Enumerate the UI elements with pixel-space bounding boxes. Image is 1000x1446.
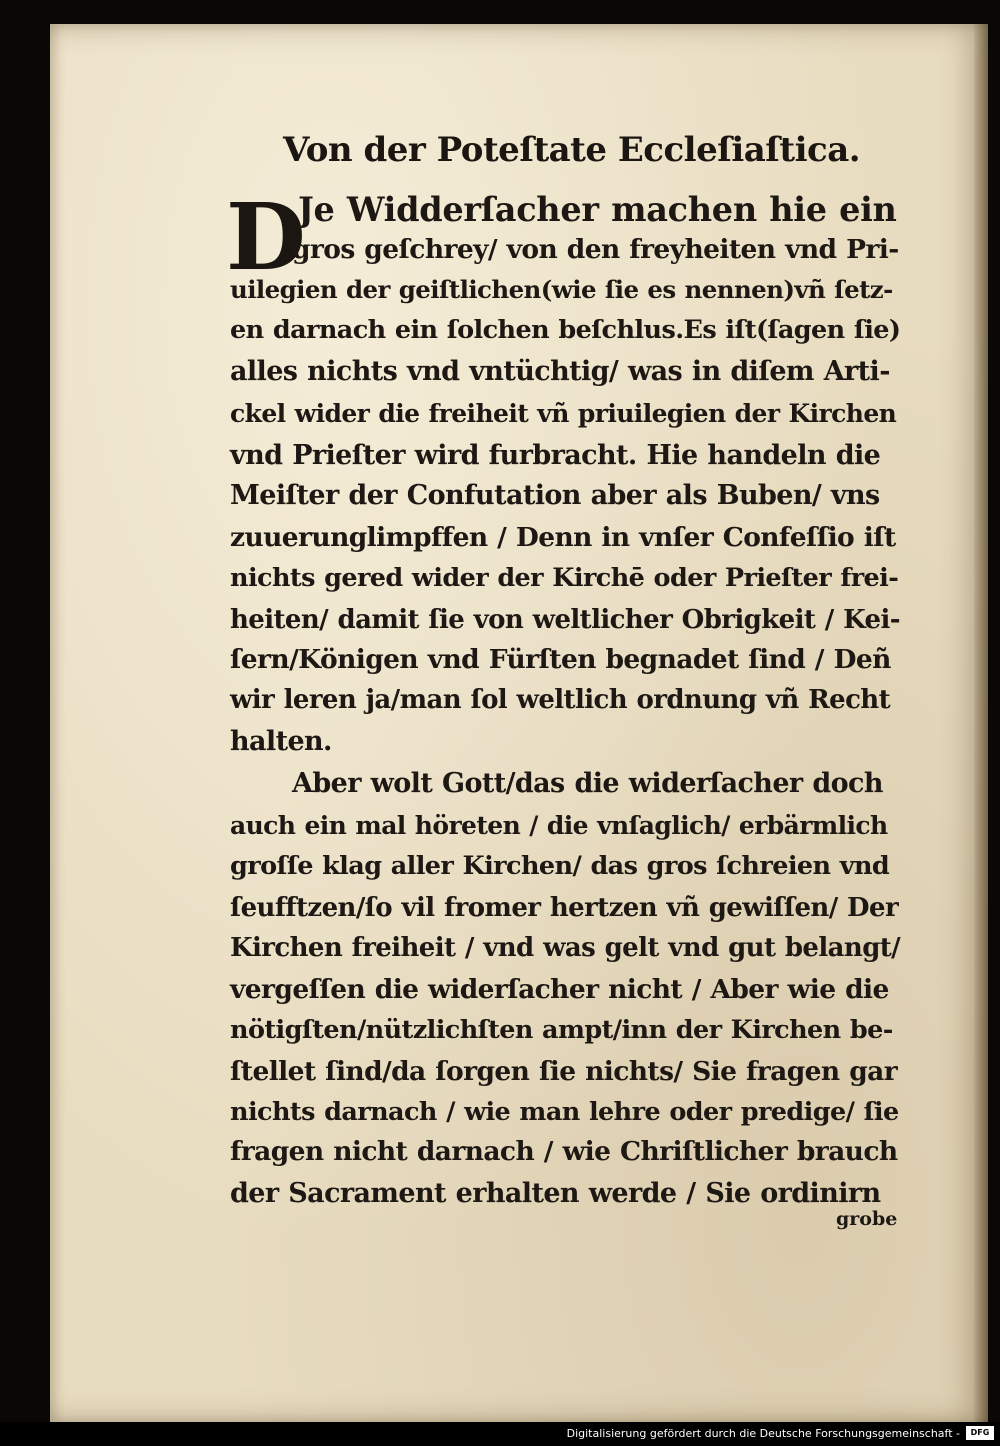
text-line: Je Widderſacher machen hie ein bbox=[298, 190, 897, 229]
catchword: grobe bbox=[836, 1208, 898, 1230]
text-line: halten. bbox=[230, 726, 332, 757]
text-line: ckel wider die freiheit vñ priuilegien der Kirchen bbox=[230, 399, 897, 428]
text-line: vnd Prieſter wird furbracht. Hie handeln die bbox=[230, 440, 881, 471]
page-edge-shadow bbox=[974, 24, 988, 1422]
text-line: fragen nicht darnach / wie Chriſtlicher brauch bbox=[230, 1136, 898, 1167]
text-line: auch ein mal höreten / die vnſaglich/ erbärmlich bbox=[230, 811, 888, 840]
text-line: vergeſſen die widerſacher nicht / Aber wie die bbox=[230, 974, 889, 1005]
text-line: zuuerunglimpffen / Denn in vnſer Confeſſio iſt bbox=[230, 522, 896, 553]
text-line: nötigſten/nützlichſten ampt/inn der Kirchen be- bbox=[230, 1015, 893, 1045]
text-line: nichts darnach / wie man lehre oder predige/ ſie bbox=[230, 1097, 899, 1127]
drop-cap-initial: D bbox=[226, 183, 306, 291]
text-line: heiten/ damit ſie von weltlicher Obrigkeit / Kei- bbox=[230, 605, 900, 635]
dfg-logo-icon: DFG bbox=[966, 1426, 994, 1440]
text-line: nichts gered wider der Kirchē oder Prieſter frei- bbox=[230, 563, 899, 593]
text-line: en darnach ein ſolchen beſchlus.Es iſt(ſagen ſie) bbox=[230, 315, 901, 345]
text-line: ſtellet ſind/da ſorgen ſie nichts/ Sie fragen gar bbox=[230, 1056, 898, 1087]
text-line: Meiſter der Confutation aber als Buben/ vns bbox=[230, 480, 880, 511]
digitization-footer bbox=[0, 1422, 1000, 1446]
text-line: ſern/Königen vnd Fürſten begnadet ſind / Deñ bbox=[230, 644, 891, 675]
text-line: gros geſchrey/ von den freyheiten vnd Pri- bbox=[292, 234, 899, 265]
page-heading: Von der Poteſtate Eccleſiaſtica. bbox=[283, 130, 861, 170]
text-line: groſſe klag aller Kirchen/ das gros ſchreien vnd bbox=[230, 851, 890, 881]
text-line: Aber wolt Gott/das die widerſacher doch bbox=[292, 768, 883, 799]
text-line: uilegien der geiſtlichen(wie ſie es nennen)vñ ſetz- bbox=[230, 275, 893, 304]
text-line: alles nichts vnd vntüchtig/ was in diſem Arti- bbox=[230, 356, 890, 387]
text-line: der Sacrament erhalten werde / Sie ordinirn bbox=[230, 1178, 881, 1209]
text-line: wir leren ja/man ſol weltlich ordnung vñ Recht bbox=[230, 685, 891, 715]
text-line: Kirchen freiheit / vnd was gelt vnd gut belangt/ bbox=[230, 933, 901, 963]
text-line: ſeufftzen/ſo vil fromer hertzen vñ gewiſſen/ Der bbox=[230, 893, 899, 923]
footer-credit-text: Digitalisierung gefördert durch die Deutsche Forschungsgemeinschaft - bbox=[566, 1427, 960, 1440]
